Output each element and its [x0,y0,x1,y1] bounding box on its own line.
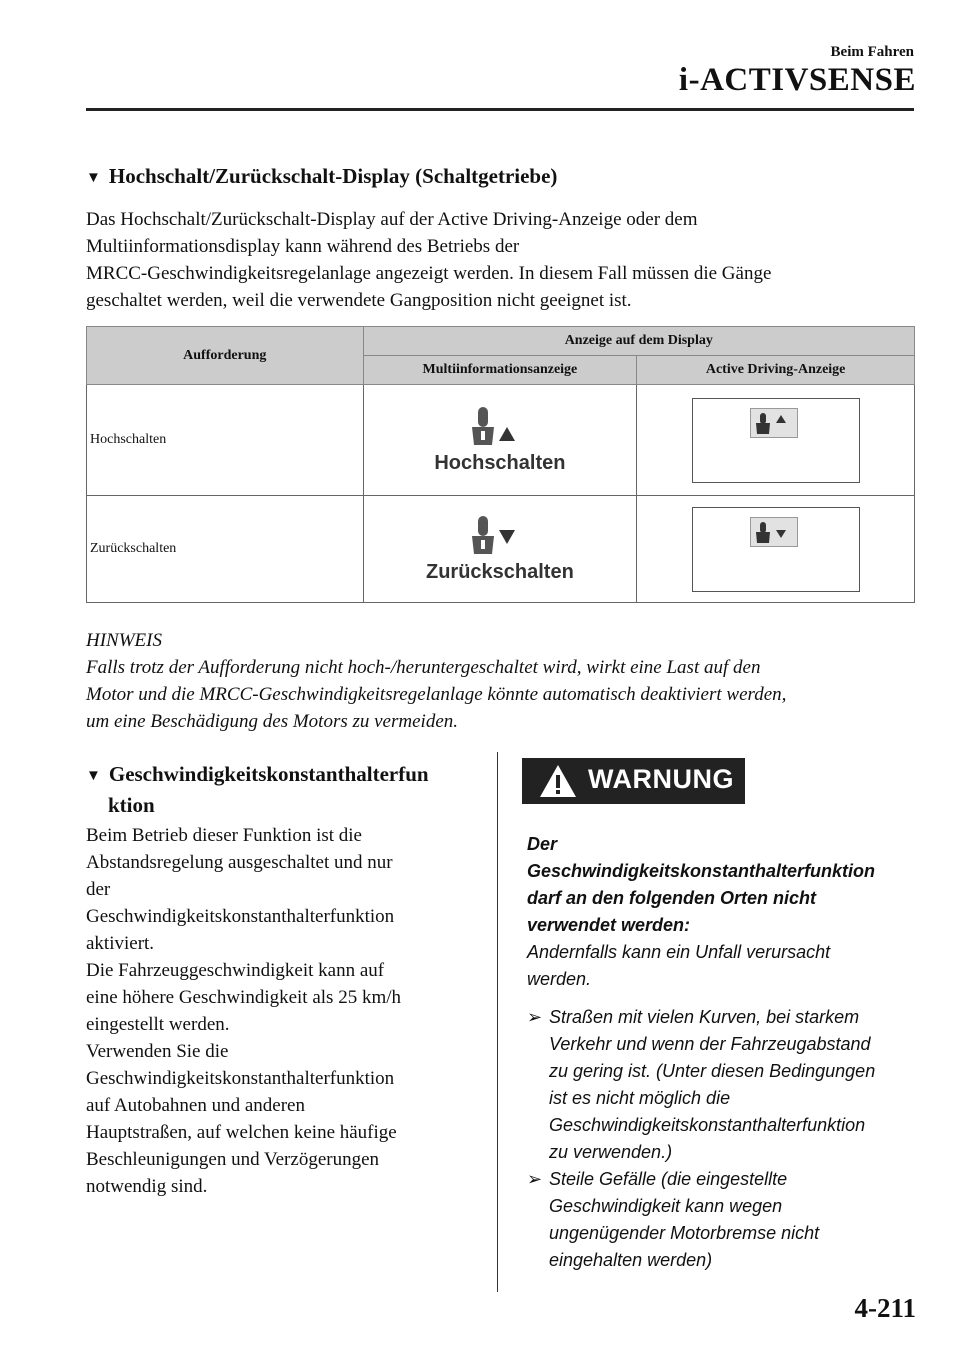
header-rule [86,108,914,111]
section-paragraph: Beim Betrieb dieser Funktion ist die Abstandsregelung ausgeschaltet und nur der Geschwindigkeitskonstanthalterfunktion aktiviert. Die Fahrzeuggeschwindigkeit kann auf eine höhere Geschwindigkeit als 25 km/h eingestellt werden. Verwenden Sie die Geschwindigkeitskonstanthalterfunktion auf Autobahnen und anderen Hauptstraßen, auf welchen keine häufige Beschleunigungen und Verzögerungen notwendig sind. [86,825,402,1197]
warning-intro: Der Geschwindigkeitskonstanthalterfunktion darf an den folgenden Orten nicht verwendet werden: [527,834,876,935]
triangle-down-icon: ▼ [86,170,101,186]
multi-display-text: Hochschalten [434,452,566,474]
warning-bullet: ➢ Steile Gefälle (die eingestellte Geschwindigkeit kann wegen ungenügender Motorbremse nicht eingehalten werden) [527,1166,819,1274]
gear-shift-up-icon [468,405,532,447]
table-row [87,496,915,603]
multi-display-cell [363,496,637,603]
active-display-frame [692,507,860,592]
page-number: 4-211 [854,1293,916,1323]
section-header: Beim Fahren [830,44,914,60]
multi-display-cell [363,385,637,496]
table-header-display: Anzeige auf dem Display [363,327,914,356]
triangle-down-icon: ▼ [86,768,101,784]
column-divider [497,752,498,1292]
warning-text: Andernfalls kann ein Unfall verursacht werden. [527,942,831,989]
gear-shift-up-icon [750,408,798,438]
active-display-cell [637,385,915,496]
note-block: HINWEIS Falls trotz der Aufforderung nicht hoch-/heruntergeschaltet wird, wirkt eine Last auf den Motor und die MRCC-Geschwindigkeitsregelanlage könnte automatisch deaktiviert werden, um eine Beschädigung des Motors zu vermeiden. [86,627,786,735]
table-header-multi: Multiinformationsanzeige [363,356,637,385]
table-row [87,385,915,496]
gear-shift-down-icon [468,514,532,556]
table-header-active: Active Driving-Anzeige [637,356,915,385]
warning-title: WARNUNG [588,764,734,794]
warning-badge [522,758,745,804]
arrow-bullet-icon: ➢ [527,1007,543,1027]
note-title: HINWEIS [86,630,162,651]
row-label: Zurückschalten [87,496,364,603]
warning-bullet: ➢ Straßen mit vielen Kurven, bei starkem Verkehr und wenn der Fahrzeugabstand zu gering ist. (Unter diesen Bedingungen ist es nicht möglich die Geschwindigkeitskonstanthalterfunktion zu verwenden.) [527,1004,875,1166]
multi-display-text: Zurückschalten [425,561,574,583]
active-display-cell [637,496,915,603]
chapter-title: i-ACTIVSENSE [678,62,916,98]
display-table [86,326,915,603]
active-display-frame [692,398,860,483]
arrow-bullet-icon: ➢ [527,1169,543,1189]
section-heading: ▼ Hochschalt/Zurückschalt-Display (Schaltgetriebe) [86,164,558,188]
warning-icon [538,763,578,799]
gear-shift-down-icon [750,517,798,547]
table-header-request: Aufforderung [87,327,364,385]
section-heading: ▼ Geschwindigkeitskonstanthalterfun ktion [86,762,429,817]
row-label: Hochschalten [87,385,364,496]
section-paragraph: Das Hochschalt/Zurückschalt-Display auf der Active Driving-Anzeige oder dem Multiinformationsdisplay kann während des Betriebs der MRCC-Geschwindigkeitsregelanlage angezeigt werden. In diesem Fall müssen die Gänge geschaltet werden, weil die verwendete Gangposition nicht geeignet ist. [86,209,772,311]
